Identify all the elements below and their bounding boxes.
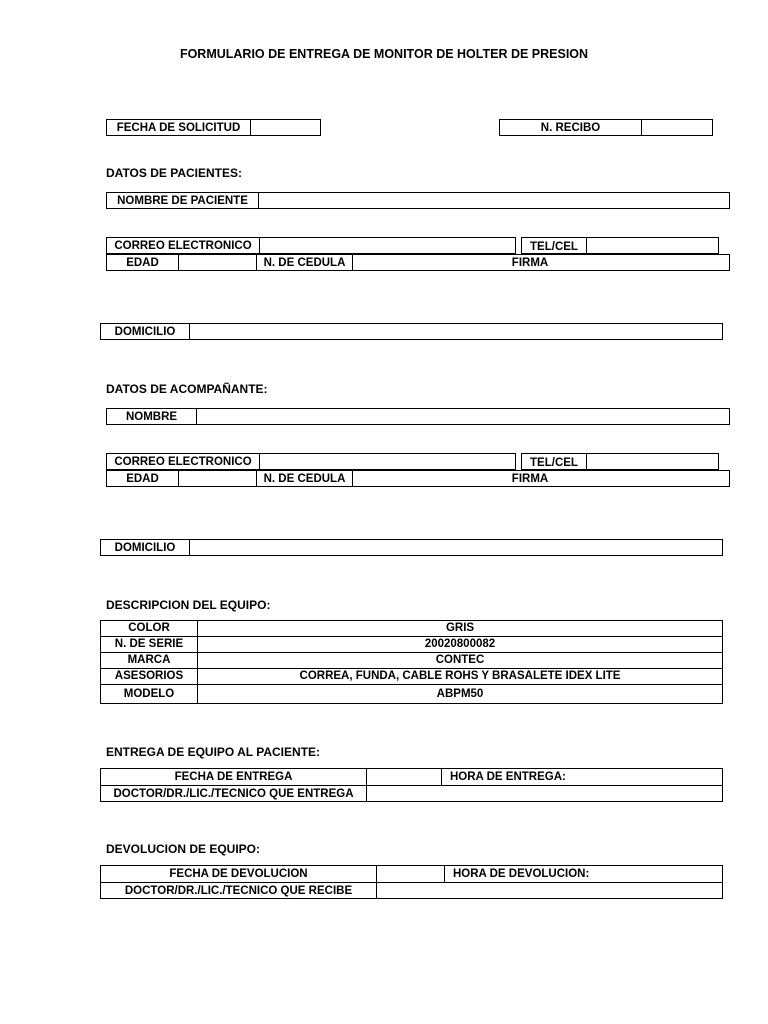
fecha-solicitud-box xyxy=(106,119,321,136)
return-fecha-label: FECHA DE DEVOLUCION xyxy=(169,868,308,880)
patient-name-field[interactable] xyxy=(258,193,729,208)
companion-cedula-label: N. DE CEDULA xyxy=(256,471,352,486)
equipment-label: COLOR xyxy=(101,621,198,637)
patient-email-label: CORREO ELECTRONICO xyxy=(114,239,252,252)
companion-heading: DATOS DE ACOMPAÑANTE: xyxy=(106,382,268,396)
patient-edad-field[interactable] xyxy=(178,255,256,270)
companion-tel-label: TEL/CEL xyxy=(530,457,578,469)
equipment-label: MARCA xyxy=(101,653,198,669)
equipment-value: GRIS xyxy=(198,621,723,637)
companion-email-label: CORREO ELECTRONICO xyxy=(114,455,252,468)
delivery-fecha-label: FECHA DE ENTREGA xyxy=(174,771,293,783)
companion-row-box xyxy=(106,470,730,487)
patient-heading: DATOS DE PACIENTES: xyxy=(106,166,243,180)
patient-firma-field[interactable] xyxy=(548,255,729,270)
patient-firma-label: FIRMA xyxy=(511,256,549,269)
companion-tel-field[interactable] xyxy=(586,454,718,469)
equipment-label: ASESORIOS xyxy=(101,669,198,685)
companion-email-field[interactable] xyxy=(259,454,515,469)
companion-domicilio-box xyxy=(100,539,723,556)
table-row xyxy=(101,669,723,685)
recibo-box xyxy=(499,119,713,136)
return-heading: DEVOLUCION DE EQUIPO: xyxy=(106,842,261,856)
companion-firma-label: FIRMA xyxy=(511,472,549,485)
patient-domicilio-field[interactable] xyxy=(189,324,722,339)
recibo-label: N. RECIBO xyxy=(540,121,601,134)
equipment-label: MODELO xyxy=(101,685,198,704)
patient-cedula-field[interactable] xyxy=(352,255,512,270)
return-fecha-field[interactable] xyxy=(376,866,444,882)
delivery-doctor-label: DOCTOR/DR./LIC./TECNICO QUE ENTREGA xyxy=(113,787,354,800)
delivery-doctor-field[interactable] xyxy=(366,786,722,801)
companion-name-field[interactable] xyxy=(196,409,729,424)
delivery-heading: ENTREGA DE EQUIPO AL PACIENTE: xyxy=(106,745,321,759)
patient-domicilio-box xyxy=(100,323,723,340)
companion-cedula-field[interactable] xyxy=(352,471,512,486)
patient-tel-field[interactable] xyxy=(586,238,718,253)
table-row xyxy=(101,685,723,704)
companion-email-box xyxy=(106,453,516,470)
equipment-value: CONTEC xyxy=(198,653,723,669)
equipment-value: ABPM50 xyxy=(198,685,723,704)
form-title: FORMULARIO DE ENTREGA DE MONITOR DE HOLTER DE PRESION xyxy=(179,47,589,61)
companion-edad-field[interactable] xyxy=(178,471,256,486)
companion-name-box xyxy=(106,408,730,425)
equipment-value: 20020800082 xyxy=(198,637,723,653)
patient-tel-box xyxy=(521,237,719,254)
companion-edad-label: EDAD xyxy=(126,472,159,485)
patient-name-label: NOMBRE DE PACIENTE xyxy=(117,194,248,207)
delivery-hora-label: HORA DE ENTREGA: xyxy=(441,769,722,785)
return-hora-label: HORA DE DEVOLUCION: xyxy=(444,866,722,882)
patient-edad-label: EDAD xyxy=(126,256,159,269)
companion-name-label: NOMBRE xyxy=(125,410,178,423)
table-row xyxy=(101,653,723,669)
table-row xyxy=(101,637,723,653)
fecha-solicitud-field[interactable] xyxy=(250,120,320,135)
return-box xyxy=(100,865,723,899)
equipment-table xyxy=(100,620,723,704)
equipment-label: N. DE SERIE xyxy=(101,637,198,653)
table-row xyxy=(101,621,723,637)
patient-row-box xyxy=(106,254,730,271)
equipment-heading: DESCRIPCION DEL EQUIPO: xyxy=(106,598,271,612)
companion-tel-box xyxy=(521,453,719,470)
companion-domicilio-label: DOMICILIO xyxy=(114,541,176,554)
companion-domicilio-field[interactable] xyxy=(189,540,722,555)
fecha-solicitud-label: FECHA DE SOLICITUD xyxy=(116,121,241,134)
patient-cedula-label: N. DE CEDULA xyxy=(256,255,352,270)
recibo-field[interactable] xyxy=(641,120,712,135)
delivery-fecha-field[interactable] xyxy=(366,769,441,785)
return-doctor-field[interactable] xyxy=(376,883,722,898)
patient-tel-label: TEL/CEL xyxy=(530,241,578,253)
patient-domicilio-label: DOMICILIO xyxy=(114,325,176,338)
patient-email-field[interactable] xyxy=(259,238,515,253)
patient-name-box xyxy=(106,192,730,209)
companion-firma-field[interactable] xyxy=(548,471,729,486)
delivery-box xyxy=(100,768,723,802)
return-doctor-label: DOCTOR/DR./LIC./TECNICO QUE RECIBE xyxy=(124,884,353,897)
equipment-value: CORREA, FUNDA, CABLE ROHS Y BRASALETE IDEX LITE xyxy=(198,669,723,685)
patient-email-box xyxy=(106,237,516,254)
